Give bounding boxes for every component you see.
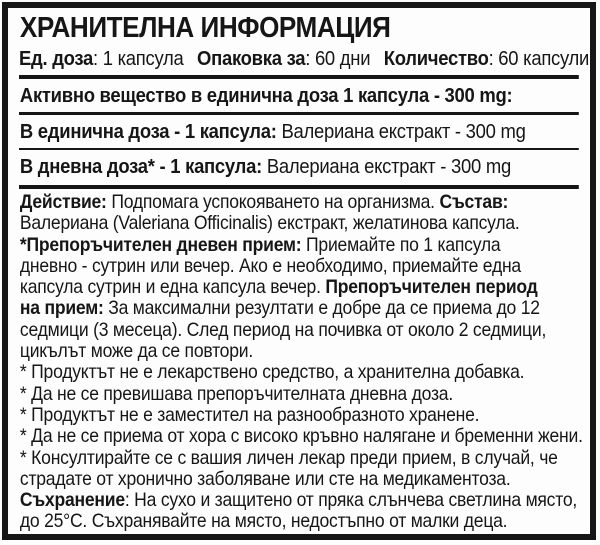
daily-intake-label: *Препоръчителен дневен прием: (19, 233, 302, 256)
body-line-daily-intake (20, 235, 579, 256)
dose-meta-row (19, 44, 590, 73)
storage-label: Съхранение (19, 489, 125, 512)
meta-package (197, 44, 370, 73)
body-line-action (20, 192, 579, 213)
meta-unit-dose-value: : 1 капсула (93, 47, 184, 70)
meta-quantity-label: Количество (383, 47, 489, 70)
action-label: Действие: (19, 191, 107, 213)
page-title: ХРАНИТЕЛНА ИНФОРМАЦИЯ (19, 12, 391, 44)
per-unit-dose-value: Валериана екстракт - 300 mg (276, 119, 526, 143)
label-border-frame (2, 2, 596, 540)
disclaimer-line-3: * Продуктът не е заместител на разнообразното хранене. (19, 403, 480, 426)
meta-quantity (384, 44, 589, 73)
body-line: цикълът може да се повтори. (19, 340, 254, 363)
disclaimer-line-5-cont: страдате от хронично заболяване или сте на медикаментоза. (19, 467, 511, 490)
body-line-intake-period-2 (20, 298, 579, 319)
body-text (19, 191, 583, 533)
per-daily-dose-row (19, 150, 579, 183)
intake-text: капсула сутрин и една капсула вечер. (19, 276, 326, 299)
intake-period-text: За максимални резултати е добре да се приема до 12 (103, 297, 540, 320)
intake-period-label-part1: Препоръчителен период (325, 276, 538, 299)
meta-package-label: Опаковка за (197, 47, 306, 70)
meta-unit-dose-label: Ед. доза (19, 47, 94, 70)
meta-unit-dose (19, 44, 184, 73)
storage-text: : На сухо и защитено от пряка слънчева светлина място, (124, 489, 578, 512)
disclaimer-line-1: * Продуктът не е лекарствено средство, а хранителна добавка. (19, 361, 525, 384)
disclaimer-line-2: * Да не се превишава препоръчителната дневна доза. (19, 382, 453, 405)
label-content (19, 12, 590, 533)
per-unit-dose-row (19, 115, 579, 148)
per-daily-dose-label: В дневна доза* - 1 капсула: (19, 155, 262, 178)
storage-line-cont: до 25°C. Съхранявайте на място, недостъпно от малки деца. (19, 510, 508, 533)
daily-intake-text: Приемайте по 1 капсула (301, 233, 501, 256)
disclaimer-line-4: * Да не се приема от хора с високо кръвно налягане и бременни жени. (19, 425, 583, 448)
meta-quantity-value: : 60 капсули (488, 47, 590, 70)
intake-period-label-part2: на прием: (19, 297, 104, 320)
body-line: седмици (3 месеца). След период на почивка от около 2 седмици, (19, 318, 547, 341)
disclaimer-line-5: * Консултирайте се с вашия личен лекар преди прием, в случай, че (19, 446, 558, 469)
body-line: дневно - сутрин или вечер. Ако е необходимо, приемайте една (19, 254, 521, 277)
body-line-composition: Валериана (Valeriana Officinalis) екстракт, желатинова капсула. (19, 212, 520, 235)
meta-package-value: : 60 дни (305, 47, 371, 70)
per-unit-dose-label: В единична доза - 1 капсула: (19, 119, 277, 143)
body-line-intake-period (20, 277, 579, 298)
active-substance-row: Активно вещество в единична доза 1 капсула - 300 mg: (19, 84, 513, 107)
per-daily-dose-value: Валериана екстракт - 300 mg (261, 155, 511, 178)
storage-line (20, 490, 579, 511)
action-text: Подпомага успокояването на организма. (106, 191, 440, 213)
separator-thick-bottom (19, 185, 579, 189)
composition-label: Състав: (439, 191, 509, 213)
